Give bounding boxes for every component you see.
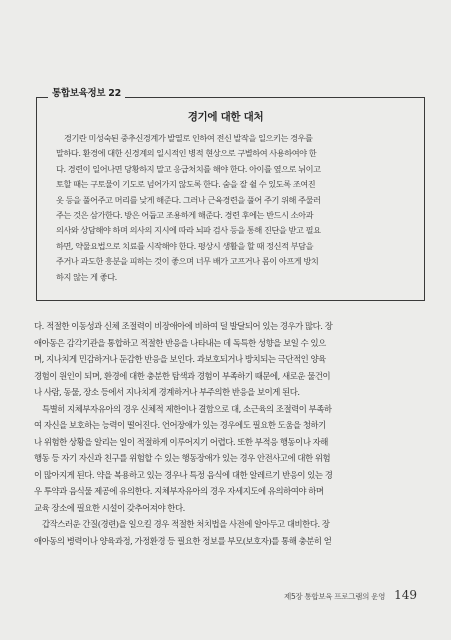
box-text-line: 주는 것은 삼가한다. 방은 어둡고 조용하게 해준다. 경련 후에는 반드시 소아과 bbox=[56, 210, 314, 221]
box-text-line: 하면, 약물요법으로 치료를 시작해야 한다. 평상시 생활을 할 때 정신적 부담을 bbox=[56, 240, 314, 251]
body-text-line: 우 투약과 음식물 제공에 유의한다. 지체부자유아의 경우 자세지도에 유의하여야 하며 bbox=[34, 486, 324, 496]
body-text-line: 여 자신을 보호하는 능력이 떨어진다. 언어장애가 있는 경우에도 필요한 도움을 청하기 bbox=[34, 420, 326, 430]
info-box-body bbox=[56, 131, 412, 285]
page-footer bbox=[284, 584, 434, 603]
body-text-line: 특별히 지체부자유아의 경우 신체적 제한이나 결함으로 대, 소근육의 조절력이 부족하 bbox=[42, 403, 332, 414]
box-text-line: 주거나 과도한 흥분을 피하는 것이 좋으며 너무 배가 고프거나 몸이 아프게 방치 bbox=[56, 256, 319, 267]
info-box-title: 경기에 대한 대처 bbox=[187, 111, 264, 123]
main-body-text bbox=[34, 318, 424, 549]
chapter-title: 제5장 통합보육 프로그램의 운영 bbox=[284, 592, 386, 601]
body-text-line: 교육 장소에 필요한 시설이 갖추어져야 한다. bbox=[34, 502, 185, 513]
body-text-line: 나 사람, 동물, 장소 등에서 지나치게 경계하거나 부주의한 반응을 보이게 된다. bbox=[34, 387, 300, 397]
body-text-line: 다. 적절한 이동성과 신체 조절력이 비장애아에 비하여 덜 발달되어 있는 경우가 많다. 장 bbox=[34, 321, 333, 331]
box-text-line: 옷 등을 풀어주고 머리를 낮게 해준다. 그러나 근육경련을 풀어 주기 위해 주물러 bbox=[56, 194, 321, 205]
page-number: 149 bbox=[394, 588, 418, 602]
box-text-line: 다. 경련이 일어나면 당황하지 말고 응급처치를 해야 한다. 아이를 옆으로 뉘이고 bbox=[56, 163, 321, 174]
body-text-line: 행동 등 자기 자신과 친구를 위험할 수 있는 행동장애가 있는 경우 안전사고에 대한 위험 bbox=[34, 453, 331, 463]
box-text-line: 토할 때는 구토물이 기도로 넘어가지 않도록 한다. 숨을 잘 쉴 수 있도록 조여진 bbox=[56, 179, 316, 190]
body-text-line: 갑작스러운 간질(경련)을 일으킬 경우 적절한 처치법을 사전에 알아두고 대비한다. 장 bbox=[42, 519, 330, 529]
body-text-line: 경험이 원인이 되며, 환경에 대한 충분한 탐색과 경험이 부족하기 때문에, 새로운 물건이 bbox=[34, 370, 331, 381]
body-text-line: 애아동은 감각기관을 통합하고 적절한 반응을 나타내는 데 독특한 성향을 보일 수 있으 bbox=[34, 337, 326, 348]
box-text-line: 경기란 미성숙된 중추신경계가 발열로 인하여 전신 발작을 일으키는 경우를 bbox=[64, 133, 313, 143]
body-text-line: 애아동의 병력이나 양육과정, 가정환경 등 필요한 정보를 부모(보호자)를 통해 충분히 얻 bbox=[34, 535, 332, 546]
box-text-line: 하지 않는 게 좋다. bbox=[56, 271, 117, 282]
box-text-line: 의사와 상담해야 하며 의사의 지시에 따라 뇌파 검사 등을 통해 진단을 받고 필요 bbox=[56, 225, 321, 236]
body-text-line: 며, 지나치게 민감하거나 둔감한 반응을 보인다. 과보호되거나 방치되는 극단적인 양육 bbox=[34, 354, 326, 364]
body-text-line: 나 위험한 상황을 알리는 일이 적절하게 이루어지기 어렵다. 또한 부적응 행동이나 자해 bbox=[34, 436, 328, 447]
box-text-line: 말하다. 환경에 대한 신경계의 일시적인 병적 현상으로 구별하여 사용하여야 한 bbox=[56, 148, 317, 159]
info-box-label: 통합보육정보 22 bbox=[48, 85, 125, 99]
body-text-line: 이 많아지게 된다. 약을 복용하고 있는 경우나 특정 음식에 대한 알레르기 반응이 있는 경 bbox=[34, 469, 333, 480]
